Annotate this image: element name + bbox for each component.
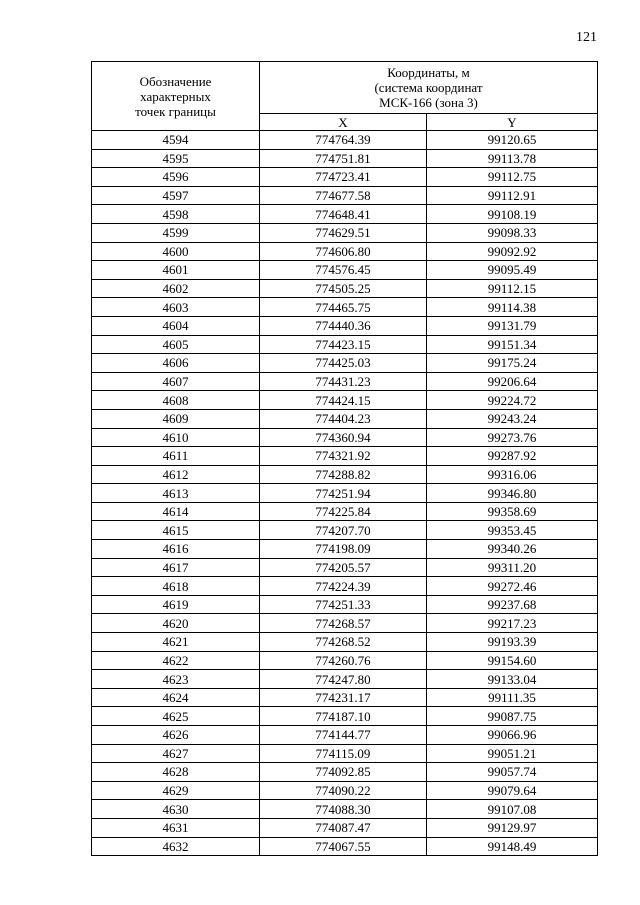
y-coordinate-cell: 99111.35 <box>427 688 598 707</box>
table-row <box>92 800 598 819</box>
y-coordinate-cell: 99131.79 <box>427 316 598 335</box>
table-row <box>92 149 598 168</box>
y-coordinate-cell: 99120.65 <box>427 131 598 150</box>
table-row <box>92 391 598 410</box>
y-coordinate-cell: 99057.74 <box>427 763 598 782</box>
table-row <box>92 372 598 391</box>
x-coordinate-cell: 774198.09 <box>260 540 427 559</box>
table-body <box>92 131 598 856</box>
x-coordinate-cell: 774440.36 <box>260 316 427 335</box>
table-row <box>92 670 598 689</box>
x-coordinate-cell: 774187.10 <box>260 707 427 726</box>
x-coordinate-cell: 774251.94 <box>260 484 427 503</box>
point-id-cell: 4631 <box>92 818 260 837</box>
y-coordinate-cell: 99112.91 <box>427 186 598 205</box>
point-id-cell: 4626 <box>92 726 260 745</box>
y-coordinate-cell: 99148.49 <box>427 837 598 856</box>
y-coordinate-cell: 99175.24 <box>427 354 598 373</box>
y-coordinate-cell: 99129.97 <box>427 818 598 837</box>
table-row <box>92 521 598 540</box>
y-coordinate-cell: 99112.15 <box>427 279 598 298</box>
header-point-line: характерных <box>140 88 211 104</box>
y-coordinate-cell: 99358.69 <box>427 502 598 521</box>
point-id-cell: 4600 <box>92 242 260 261</box>
x-coordinate-cell: 774067.55 <box>260 837 427 856</box>
y-coordinate-cell: 99079.64 <box>427 781 598 800</box>
point-id-cell: 4632 <box>92 837 260 856</box>
table-row <box>92 502 598 521</box>
table-row <box>92 298 598 317</box>
y-coordinate-cell: 99193.39 <box>427 633 598 652</box>
x-coordinate-cell: 774465.75 <box>260 298 427 317</box>
table-row <box>92 465 598 484</box>
point-id-cell: 4597 <box>92 186 260 205</box>
table-row <box>92 168 598 187</box>
point-id-cell: 4611 <box>92 447 260 466</box>
table-row <box>92 279 598 298</box>
point-id-cell: 4615 <box>92 521 260 540</box>
x-coordinate-cell: 774144.77 <box>260 726 427 745</box>
y-coordinate-cell: 99051.21 <box>427 744 598 763</box>
point-id-cell: 4616 <box>92 540 260 559</box>
header-point-designation <box>92 62 260 131</box>
x-coordinate-cell: 774087.47 <box>260 818 427 837</box>
x-coordinate-cell: 774425.03 <box>260 354 427 373</box>
table-row <box>92 223 598 242</box>
point-id-cell: 4607 <box>92 372 260 391</box>
point-id-cell: 4623 <box>92 670 260 689</box>
table-row <box>92 316 598 335</box>
x-coordinate-cell: 774268.52 <box>260 633 427 652</box>
table-row <box>92 781 598 800</box>
point-id-cell: 4629 <box>92 781 260 800</box>
y-coordinate-cell: 99087.75 <box>427 707 598 726</box>
table-row <box>92 447 598 466</box>
header-row-top <box>92 62 598 114</box>
page-number: 121 <box>576 30 597 45</box>
y-coordinate-cell: 99107.08 <box>427 800 598 819</box>
x-coordinate-cell: 774115.09 <box>260 744 427 763</box>
y-coordinate-cell: 99353.45 <box>427 521 598 540</box>
x-coordinate-cell: 774424.15 <box>260 391 427 410</box>
point-id-cell: 4625 <box>92 707 260 726</box>
header-x: X <box>260 114 427 131</box>
point-id-cell: 4624 <box>92 688 260 707</box>
x-coordinate-cell: 774268.57 <box>260 614 427 633</box>
header-y: Y <box>427 114 598 131</box>
x-coordinate-cell: 774225.84 <box>260 502 427 521</box>
x-coordinate-cell: 774088.30 <box>260 800 427 819</box>
x-coordinate-cell: 774648.41 <box>260 205 427 224</box>
point-id-cell: 4606 <box>92 354 260 373</box>
x-coordinate-cell: 774092.85 <box>260 763 427 782</box>
y-coordinate-cell: 99237.68 <box>427 595 598 614</box>
y-coordinate-cell: 99287.92 <box>427 447 598 466</box>
point-id-cell: 4598 <box>92 205 260 224</box>
table-row <box>92 818 598 837</box>
header-coordinates <box>260 62 598 114</box>
point-id-cell: 4596 <box>92 168 260 187</box>
table-row <box>92 633 598 652</box>
y-coordinate-cell: 99066.96 <box>427 726 598 745</box>
point-id-cell: 4627 <box>92 744 260 763</box>
header-coords-line: (система координат <box>374 80 483 95</box>
table-row <box>92 484 598 503</box>
point-id-cell: 4594 <box>92 131 260 150</box>
point-id-cell: 4604 <box>92 316 260 335</box>
table-row <box>92 335 598 354</box>
table-header <box>92 62 598 131</box>
x-coordinate-cell: 774251.33 <box>260 595 427 614</box>
x-coordinate-cell: 774629.51 <box>260 223 427 242</box>
table-row <box>92 763 598 782</box>
point-id-cell: 4608 <box>92 391 260 410</box>
x-coordinate-cell: 774606.80 <box>260 242 427 261</box>
x-coordinate-cell: 774231.17 <box>260 688 427 707</box>
y-coordinate-cell: 99316.06 <box>427 465 598 484</box>
table-row <box>92 651 598 670</box>
y-coordinate-cell: 99217.23 <box>427 614 598 633</box>
header-point-line: точек границы <box>135 103 216 119</box>
table-row <box>92 688 598 707</box>
header-coords-line: МСК-166 (зона 3) <box>379 95 478 110</box>
table-row <box>92 540 598 559</box>
point-id-cell: 4595 <box>92 149 260 168</box>
table-row <box>92 707 598 726</box>
x-coordinate-cell: 774224.39 <box>260 577 427 596</box>
x-coordinate-cell: 774751.81 <box>260 149 427 168</box>
table-row <box>92 744 598 763</box>
point-id-cell: 4602 <box>92 279 260 298</box>
y-coordinate-cell: 99108.19 <box>427 205 598 224</box>
y-coordinate-cell: 99151.34 <box>427 335 598 354</box>
table-row <box>92 837 598 856</box>
point-id-cell: 4621 <box>92 633 260 652</box>
table-row <box>92 354 598 373</box>
y-coordinate-cell: 99112.75 <box>427 168 598 187</box>
point-id-cell: 4618 <box>92 577 260 596</box>
x-coordinate-cell: 774288.82 <box>260 465 427 484</box>
x-coordinate-cell: 774321.92 <box>260 447 427 466</box>
table-row <box>92 428 598 447</box>
point-id-cell: 4603 <box>92 298 260 317</box>
y-coordinate-cell: 99346.80 <box>427 484 598 503</box>
x-coordinate-cell: 774423.15 <box>260 335 427 354</box>
x-coordinate-cell: 774505.25 <box>260 279 427 298</box>
table-row <box>92 242 598 261</box>
point-id-cell: 4617 <box>92 558 260 577</box>
y-coordinate-cell: 99273.76 <box>427 428 598 447</box>
y-coordinate-cell: 99340.26 <box>427 540 598 559</box>
table-row <box>92 131 598 150</box>
table-row <box>92 409 598 428</box>
x-coordinate-cell: 774404.23 <box>260 409 427 428</box>
y-coordinate-cell: 99154.60 <box>427 651 598 670</box>
point-id-cell: 4619 <box>92 595 260 614</box>
y-coordinate-cell: 99114.38 <box>427 298 598 317</box>
x-coordinate-cell: 774723.41 <box>260 168 427 187</box>
y-coordinate-cell: 99092.92 <box>427 242 598 261</box>
point-id-cell: 4613 <box>92 484 260 503</box>
table-row <box>92 186 598 205</box>
y-coordinate-cell: 99272.46 <box>427 577 598 596</box>
y-coordinate-cell: 99206.64 <box>427 372 598 391</box>
y-coordinate-cell: 99098.33 <box>427 223 598 242</box>
x-coordinate-cell: 774360.94 <box>260 428 427 447</box>
table-row <box>92 577 598 596</box>
table-row <box>92 726 598 745</box>
coordinates-table <box>91 61 598 856</box>
x-coordinate-cell: 774576.45 <box>260 261 427 280</box>
point-id-cell: 4614 <box>92 502 260 521</box>
point-id-cell: 4601 <box>92 261 260 280</box>
x-coordinate-cell: 774205.57 <box>260 558 427 577</box>
x-coordinate-cell: 774207.70 <box>260 521 427 540</box>
point-id-cell: 4612 <box>92 465 260 484</box>
table-row <box>92 595 598 614</box>
table-row <box>92 614 598 633</box>
x-coordinate-cell: 774431.23 <box>260 372 427 391</box>
x-coordinate-cell: 774247.80 <box>260 670 427 689</box>
y-coordinate-cell: 99113.78 <box>427 149 598 168</box>
point-id-cell: 4622 <box>92 651 260 670</box>
point-id-cell: 4630 <box>92 800 260 819</box>
y-coordinate-cell: 99095.49 <box>427 261 598 280</box>
x-coordinate-cell: 774764.39 <box>260 131 427 150</box>
point-id-cell: 4605 <box>92 335 260 354</box>
table-row <box>92 205 598 224</box>
point-id-cell: 4620 <box>92 614 260 633</box>
header-coords-line: Координаты, м <box>387 65 470 80</box>
header-point-line: Обозначение <box>139 73 212 89</box>
y-coordinate-cell: 99243.24 <box>427 409 598 428</box>
x-coordinate-cell: 774260.76 <box>260 651 427 670</box>
point-id-cell: 4610 <box>92 428 260 447</box>
point-id-cell: 4628 <box>92 763 260 782</box>
point-id-cell: 4599 <box>92 223 260 242</box>
y-coordinate-cell: 99224.72 <box>427 391 598 410</box>
table-row <box>92 261 598 280</box>
point-id-cell: 4609 <box>92 409 260 428</box>
y-coordinate-cell: 99311.20 <box>427 558 598 577</box>
x-coordinate-cell: 774090.22 <box>260 781 427 800</box>
x-coordinate-cell: 774677.58 <box>260 186 427 205</box>
y-coordinate-cell: 99133.04 <box>427 670 598 689</box>
table-row <box>92 558 598 577</box>
